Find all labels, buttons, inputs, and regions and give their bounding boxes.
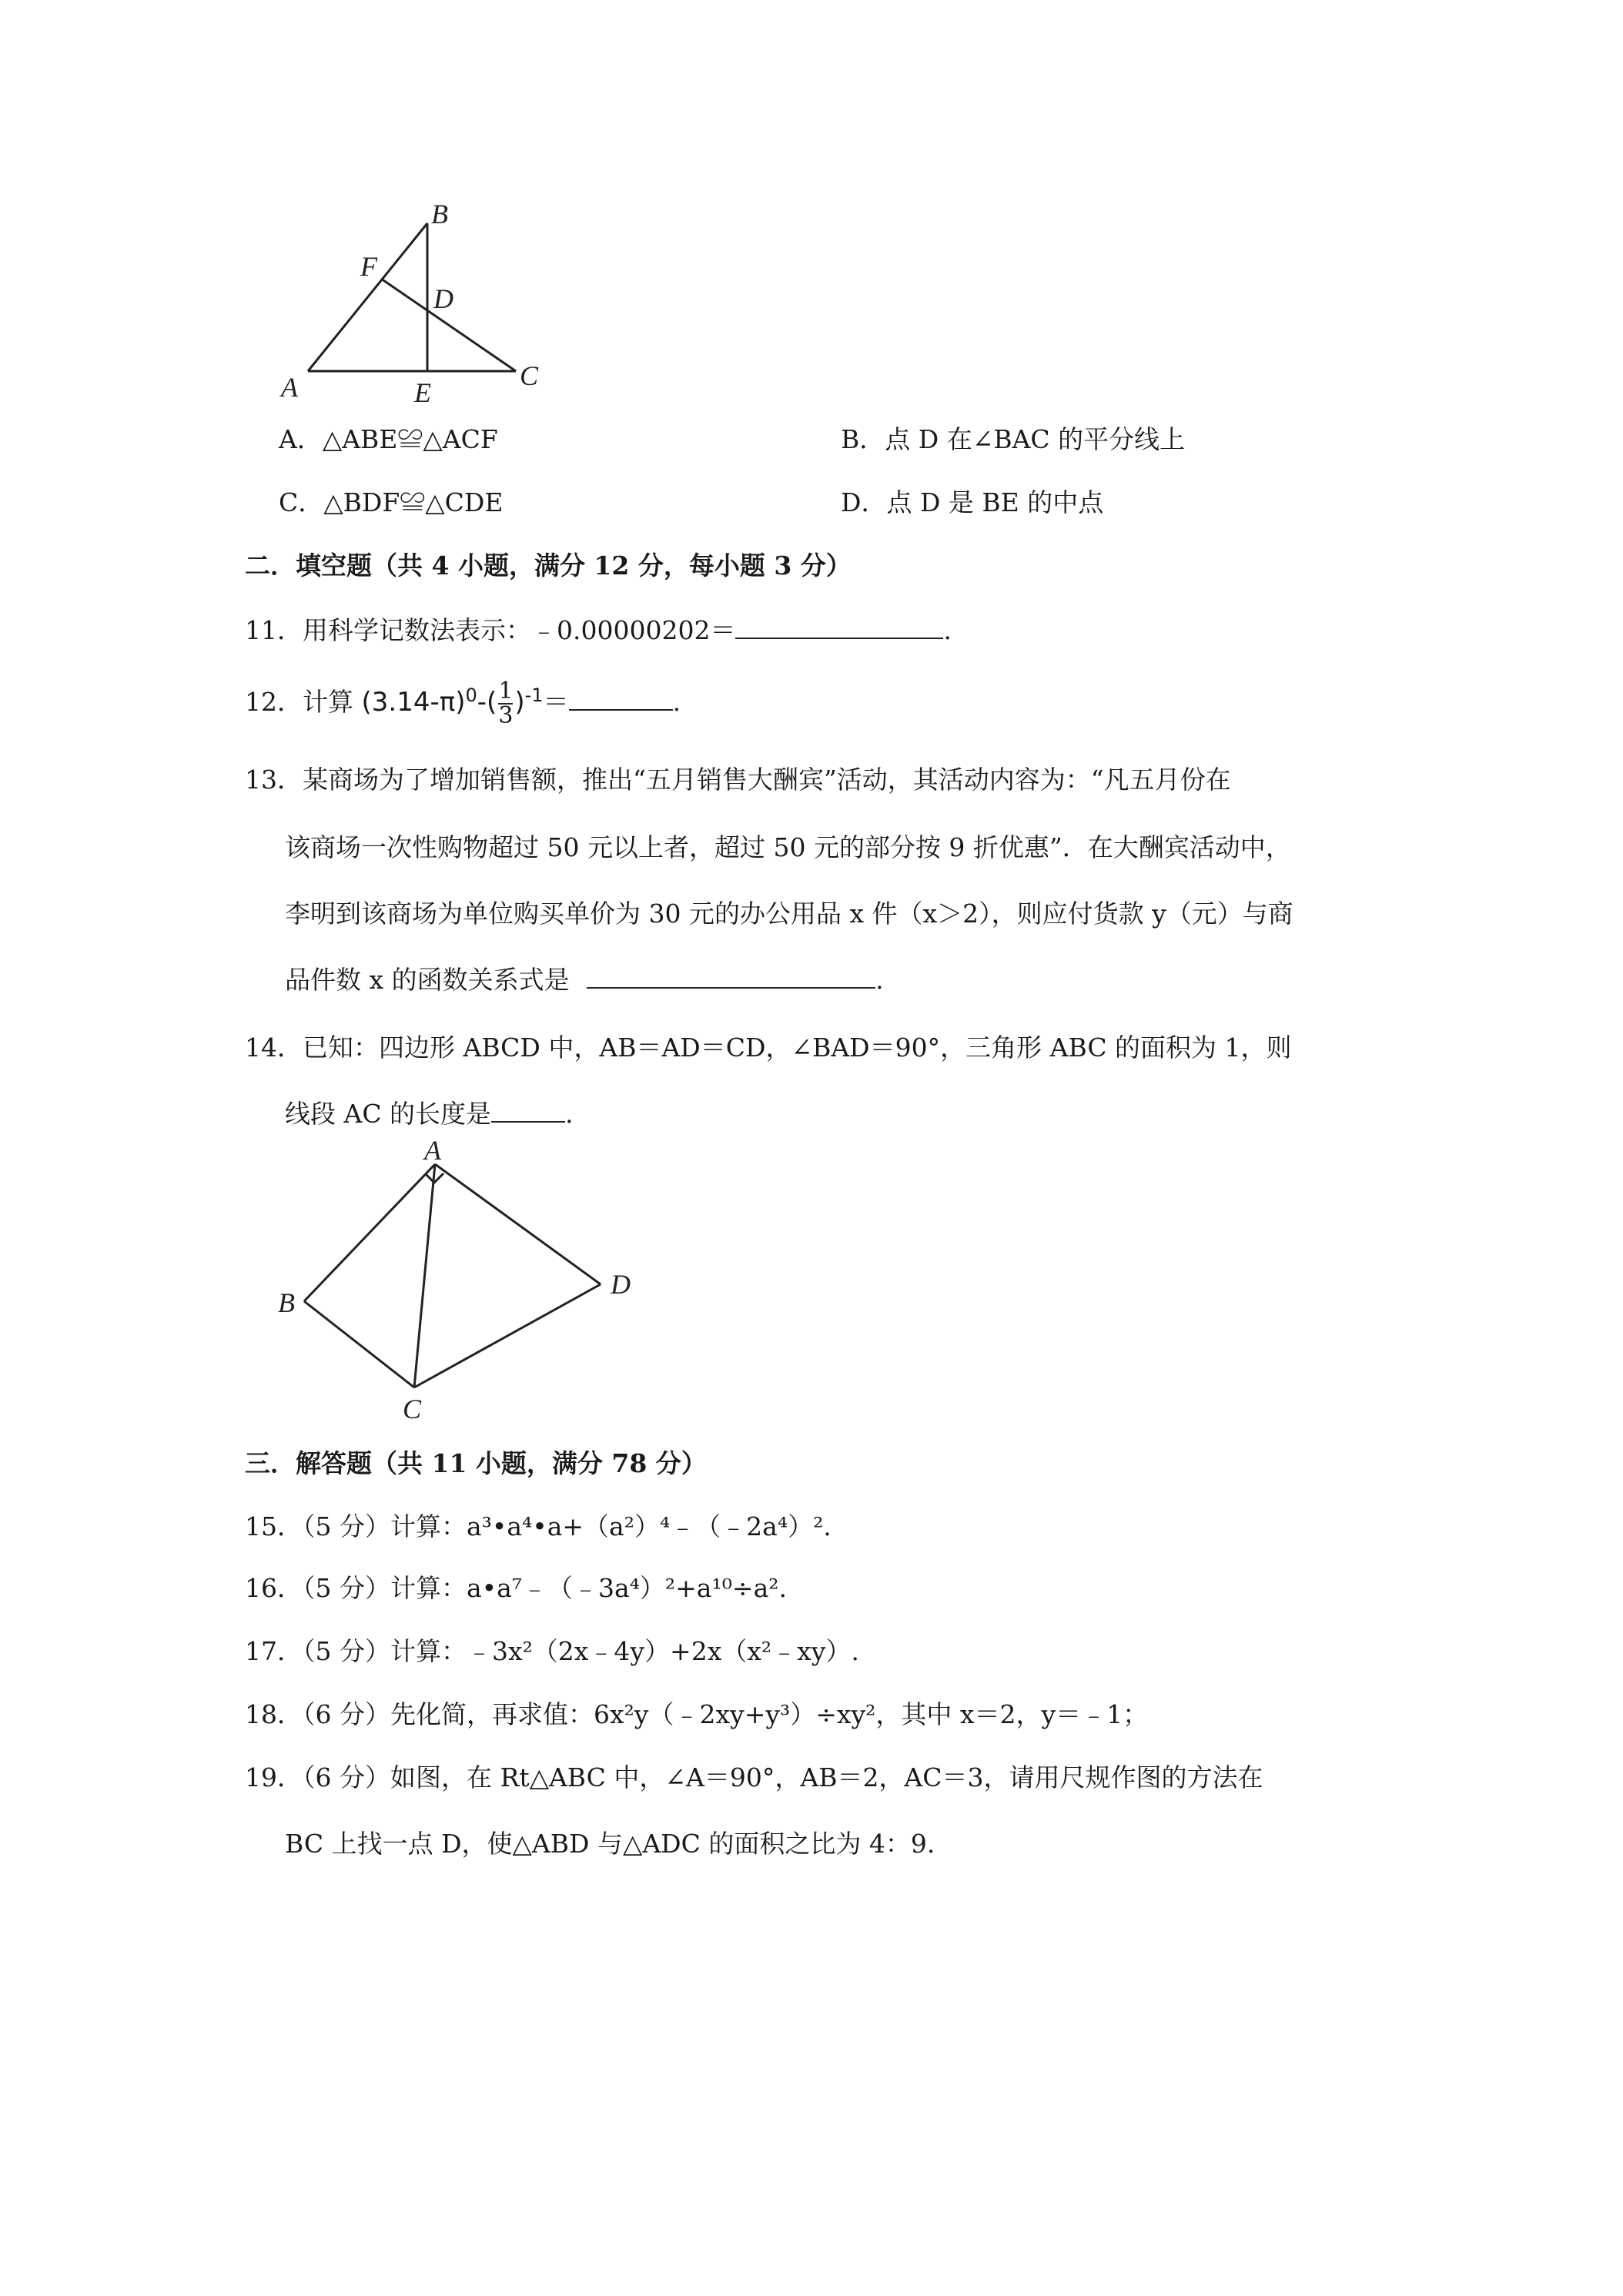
figure1-label-D: D [433,283,453,314]
figure-quadrilateral-abcd [273,1140,658,1424]
question-13-line-3: 李明到该商场为单位购买单价为 30 元的办公用品 x 件（x＞2），则应付货款 y（元）与商 [285,899,1293,929]
question-18: 18．（6 分）先化简，再求值：6x²y（﹣2xy+y³）÷xy²，其中 x＝2，y＝﹣1； [245,1699,1149,1729]
answer-blank-13 [587,964,875,989]
section-3-title: 三．解答题（共 11 小题，满分 78 分） [245,1448,707,1478]
option-a: A．△ABE≌△ACF [279,424,498,454]
question-14-line-2-text: 线段 AC 的长度是 [285,1099,492,1129]
figure2-label-A: A [424,1140,441,1166]
figure1-label-F: F [360,251,377,282]
question-12-sup0: 0 [465,684,477,706]
answer-blank-12 [569,686,673,711]
question-13-line-4 [285,962,884,998]
figure1-label-E: E [414,377,431,408]
figure2-label-D: D [611,1269,631,1300]
question-12-expr-left: (3.14-π) [361,687,466,718]
question-12-numerator: 1 [498,678,514,705]
figure1-label-A: A [281,372,298,403]
question-16: 16．（5 分）计算：a•a⁷﹣（﹣3a⁴）²+a¹⁰÷a². [245,1573,787,1603]
question-12 [245,678,681,728]
question-13-end: . [875,965,884,995]
answer-blank-14 [491,1098,565,1123]
question-14-end: . [565,1099,574,1129]
question-12-close: ) [514,687,525,718]
figure-triangle-abc [277,192,554,408]
question-12-end: . [672,687,681,717]
question-14-line-2 [285,1096,574,1132]
question-12-prefix: 12．计算 [245,687,353,717]
question-12-sup1: -1 [524,684,544,706]
question-17: 17．（5 分）计算：﹣3x²（2x﹣4y）+2x（x²﹣xy）. [245,1636,859,1666]
section-2-title: 二．填空题（共 4 小题，满分 12 分，每小题 3 分） [245,551,852,581]
question-12-eq: ＝ [543,687,569,717]
figure2-label-C: C [403,1394,422,1424]
question-11-end: . [943,615,952,645]
question-15: 15．（5 分）计算：a³•a⁴•a+（a²）⁴﹣（﹣2a⁴）². [245,1511,832,1541]
question-13-line-4-text: 品件数 x 的函数关系式是 [285,965,570,995]
question-12-fraction [498,680,513,728]
question-19-line-2: BC 上找一点 D，使△ABD 与△ADC 的面积之比为 4：9. [285,1829,935,1859]
answer-blank-11 [735,614,943,639]
figure1-label-C: C [520,360,539,391]
option-c: C．△BDF≌△CDE [279,487,504,517]
option-d: D．点 D 是 BE 的中点 [841,487,1104,517]
question-13-line-2: 该商场一次性购物超过 50 元以上者，超过 50 元的部分按 9 折优惠”．在大酬宾活动中， [285,832,1291,862]
question-13-line-1: 13．某商场为了增加销售额，推出“五月销售大酬宾”活动，其活动内容为：“凡五月份在 [245,765,1231,795]
question-14-line-1: 14．已知：四边形 ABCD 中，AB＝AD＝CD，∠BAD＝90°，三角形 ABC 的面积为 1，则 [245,1033,1292,1063]
question-11-text: 11．用科学记数法表示：﹣0.00000202＝ [245,615,736,645]
question-12-denominator: 3 [498,702,514,729]
question-19-line-1: 19．（6 分）如图，在 Rt△ABC 中，∠A＝90°，AB＝2，AC＝3，请用尺规作图的方法在 [245,1762,1263,1792]
option-b: B．点 D 在∠BAC 的平分线上 [841,424,1186,454]
figure2-label-B: B [278,1287,295,1318]
question-11 [245,613,952,648]
figure1-label-B: B [431,199,448,229]
question-12-minus: -( [477,687,497,718]
